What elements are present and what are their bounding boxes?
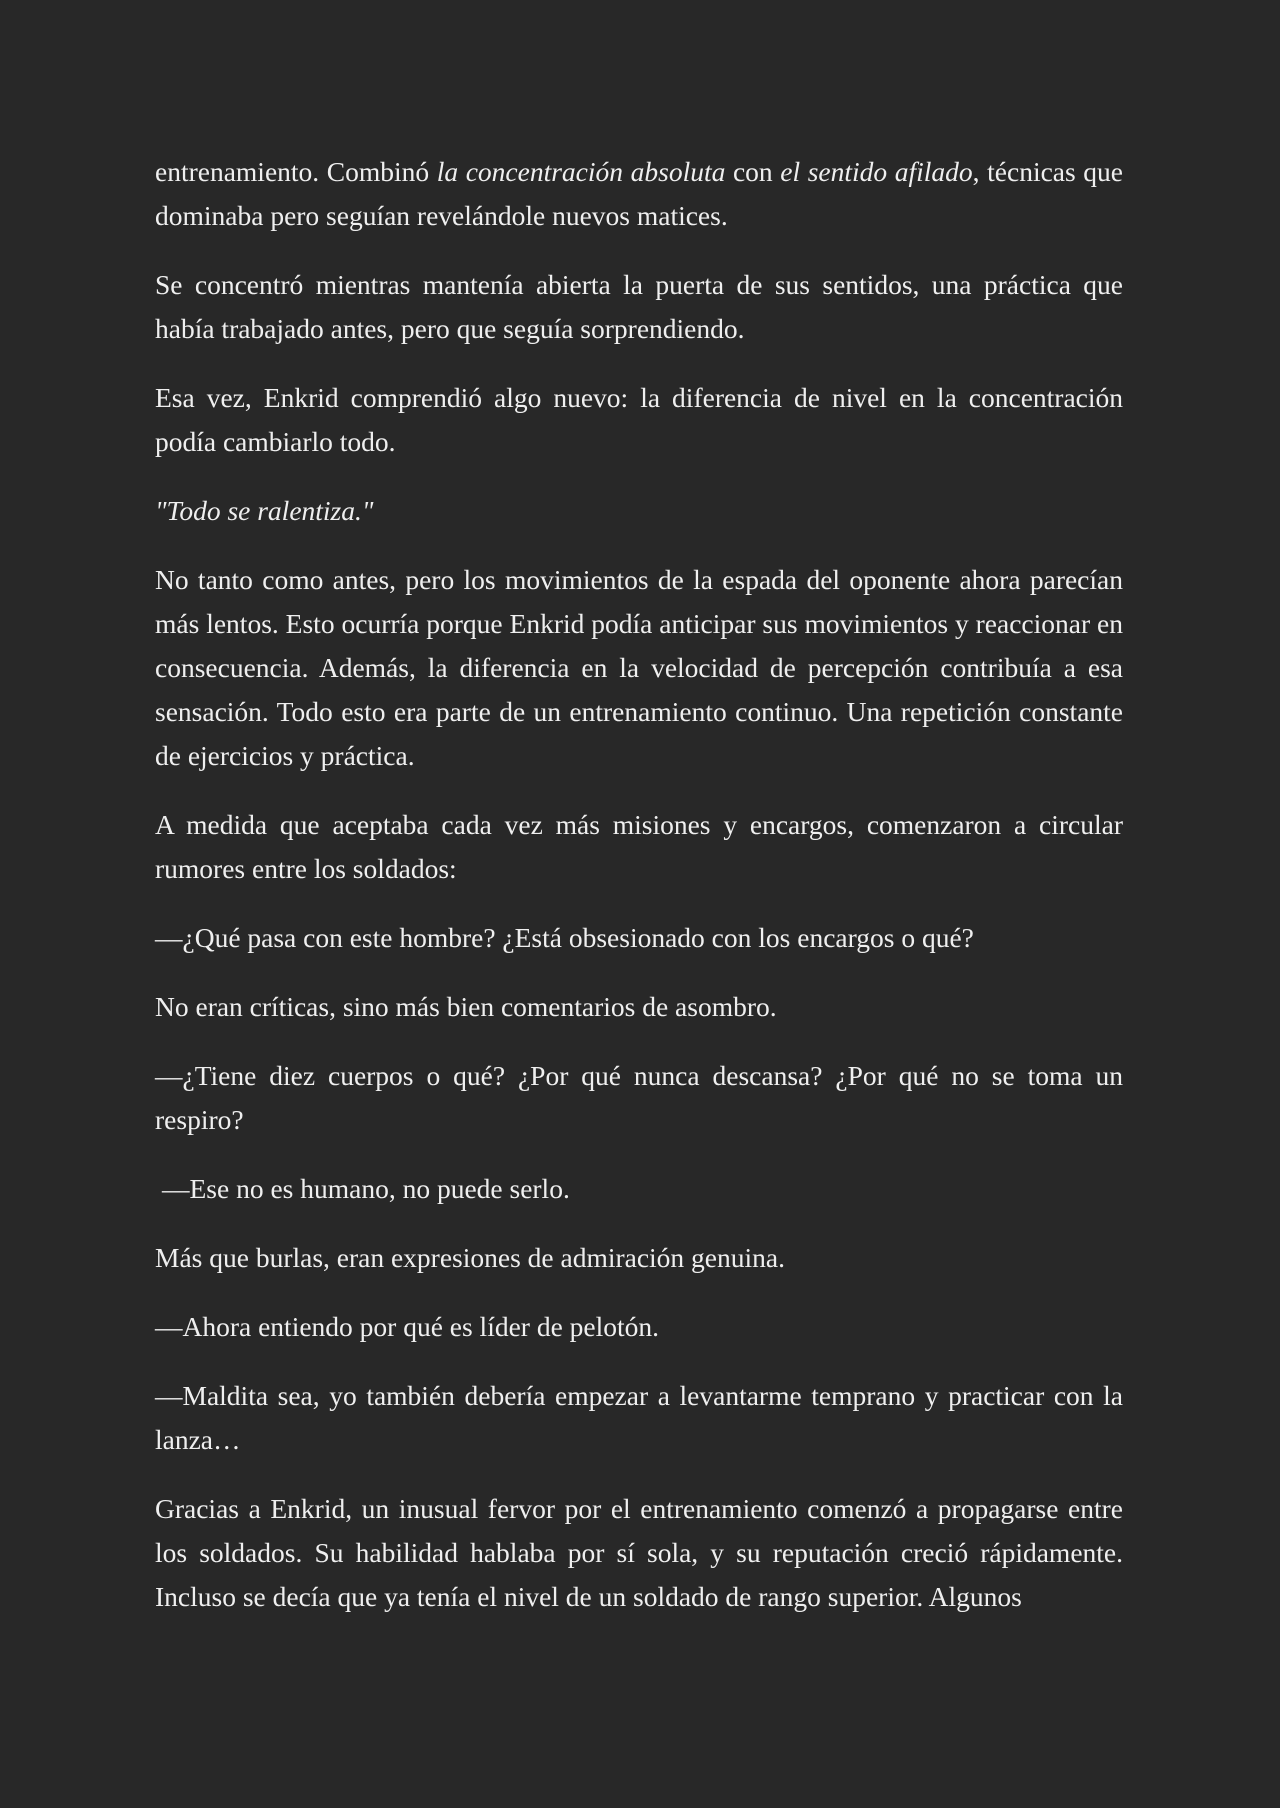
dialogue-line-3: —Ese no es humano, no puede serlo.: [162, 1173, 570, 1204]
dialogue-line-4: —Ahora entiendo por qué es líder de pelotón.: [155, 1311, 660, 1342]
paragraph-8: No eran críticas, sino más bien comentarios de asombro.: [155, 991, 777, 1022]
paragraph-2: Se concentró mientras mantenía abierta la puerta de sus sentidos, una práctica que había trabajado antes, pero que seguía sorprendiendo.: [155, 269, 1123, 344]
dialogue-line-2: —¿Tiene diez cuerpos o qué? ¿Por qué nunca descansa? ¿Por qué no se toma un respiro?: [155, 1060, 1123, 1135]
paragraph-4-italic-quote: [155, 489, 1123, 533]
reader-page: [155, 150, 1123, 1619]
italic-quote: "Todo se ralentiza.": [155, 495, 374, 526]
paragraph-1-text-3: , técnicas que dominaba pero seguían revelándole nuevos matices.: [155, 156, 1123, 231]
paragraph-11: Más que burlas, eran expresiones de admiración genuina.: [155, 1242, 785, 1273]
paragraph-1-text-2: con: [725, 156, 781, 187]
italic-phrase-concentracion: la concentración absoluta: [436, 156, 726, 187]
dialogue-line-5: —Maldita sea, yo también debería empezar a levantarme temprano y practicar con la lanza…: [155, 1380, 1123, 1455]
paragraph-14: Gracias a Enkrid, un inusual fervor por el entrenamiento comenzó a propagarse entre los soldados. Su habilidad hablaba por sí sola, y su reputación creció rápidamente. Incluso se decía que ya tenía el nivel de un soldado de rango superior. Algunos: [155, 1493, 1123, 1612]
paragraph-1-text: entrenamiento. Combinó: [155, 156, 437, 187]
italic-phrase-sentido: el sentido afilado: [780, 156, 973, 187]
dialogue-line-1: —¿Qué pasa con este hombre? ¿Está obsesionado con los encargos o qué?: [155, 922, 974, 953]
paragraph-5: No tanto como antes, pero los movimientos de la espada del oponente ahora parecían más lentos. Esto ocurría porque Enkrid podía anticipar sus movimientos y reaccionar en consecuencia. Además, la diferencia en la velocidad de percepción contribuía a esa sensación. Todo esto era parte de un entrenamiento continuo. Una repetición constante de ejercicios y práctica.: [155, 564, 1123, 771]
paragraph-3: Esa vez, Enkrid comprendió algo nuevo: la diferencia de nivel en la concentración podía cambiarlo todo.: [155, 382, 1123, 457]
paragraph-6: A medida que aceptaba cada vez más misiones y encargos, comenzaron a circular rumores entre los soldados:: [155, 809, 1123, 884]
paragraph-1: [155, 150, 1123, 238]
